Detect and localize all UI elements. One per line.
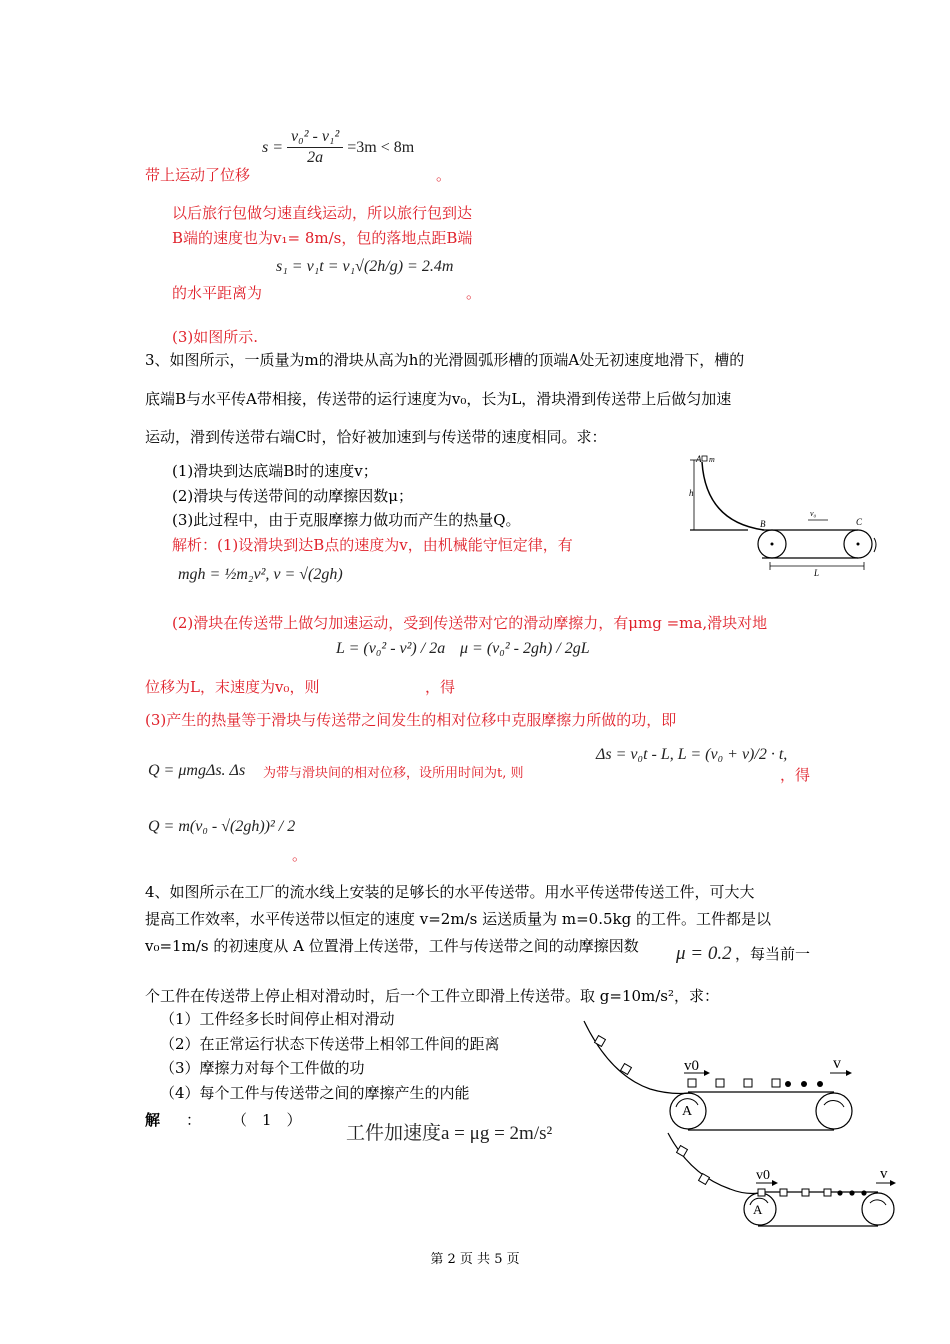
formula-heat: Q = μmgΔs. Δs: [148, 762, 246, 779]
formula-denominator: 2a: [307, 149, 324, 166]
solution-label: 解: [145, 1111, 161, 1129]
formula-rhs: =3m < 8m: [347, 138, 415, 156]
question-3-line: 运动，滑到传送带右端C时，恰好被加速到与传送带的速度相同。求：: [145, 428, 607, 446]
label-a: A: [682, 1104, 693, 1119]
answer-word: ，得: [780, 766, 811, 784]
answer-word: ，得: [425, 678, 456, 696]
formula-horizontal-distance: s₁ = v₁t = v₁√(2h/g) = 2.4m: [276, 258, 454, 275]
sub-question: （3）摩擦力对每个工件做的功: [160, 1059, 365, 1077]
question-4-line: v₀=1m/s 的初速度从 A 位置滑上传送带，工件与传送带之间的动摩擦因数: [145, 937, 639, 955]
question-4-line: 提高工作效率，水平传送带以恒定的速度 v=2m/s 运送质量为 m=0.5kg 的工件。工件都是以: [145, 910, 771, 928]
text-line: B端的速度也为v₁= 8m/s，包的落地点距B端: [172, 229, 473, 247]
formula-relative-displacement: Δs = v₀t - L, L = (v₀ + v)/2 · t,: [596, 746, 788, 763]
page-footer: 第 2 页 共 5 页: [430, 1252, 520, 1267]
label-h: h: [689, 488, 694, 498]
answer-line: (2)滑块在传送带上做匀加速运动，受到传送带对它的滑动摩擦力，有μmg =ma,滑块对地: [172, 614, 768, 632]
part-number: （ 1 ）: [232, 1111, 302, 1129]
formula-mu-value: μ = 0.2: [676, 943, 732, 964]
period: 。: [466, 284, 482, 302]
formula-energy: mgh = ½m₂v², v = √(2gh): [178, 566, 343, 583]
answer-line: (3)产生的热量等于滑块与传送带之间发生的相对位移中克服摩擦力所做的功，即: [145, 711, 677, 729]
label-v0: v0: [756, 1168, 770, 1183]
formula-heat-result: Q = m(v₀ - √(2gh))² / 2: [148, 818, 296, 835]
text-line: 带上运动了位移: [145, 166, 251, 184]
label-b: B: [760, 519, 766, 529]
formula-acceleration: 工件加速度a = μg = 2m/s²: [346, 1123, 553, 1144]
label-v: v: [833, 1055, 841, 1072]
sub-question: （1）工件经多长时间停止相对滑动: [160, 1010, 395, 1028]
label-a: A: [696, 454, 702, 464]
formula-length: L = (v₀² - v²) / 2a: [336, 640, 446, 657]
question-3-line: 3、如图所示，一质量为m的滑块从高为h的光滑圆弧形槽的顶端A处无初速度地滑下，槽的: [145, 351, 745, 369]
figure-slide-conveyor: [688, 452, 890, 578]
formula-fraction: [287, 128, 343, 167]
sub-question: （2）在正常运行状态下传送带上相邻工件间的距离: [160, 1035, 500, 1053]
period: 。: [292, 846, 308, 864]
text-line: 的水平距离为: [172, 284, 263, 302]
answer-line: 解析：(1)设滑块到达B点的速度为v，由机械能守恒定律，有: [172, 536, 573, 554]
label-c: C: [856, 517, 863, 527]
answer-line: 位移为L，末速度为v₀，则: [145, 678, 320, 696]
answer-line: 为带与滑块间的相对位移，设所用时间为t, 则: [263, 766, 524, 781]
sub-question: (3)此过程中，由于克服摩擦力做功而产生的热量Q。: [172, 511, 521, 529]
label-l: L: [814, 568, 820, 578]
label-v0: v₀: [810, 509, 817, 518]
sub-question: （4）每个工件与传送带之间的摩擦产生的内能: [160, 1084, 470, 1102]
label-v0: v0: [684, 1058, 699, 1074]
question-4-line: 个工件在传送带上停止相对滑动时，后一个工件立即滑上传送带。取 g=10m/s²，求：: [145, 987, 720, 1005]
formula-displacement: [262, 128, 414, 167]
figure-factory-conveyor: [580, 1015, 910, 1255]
colon: ：: [186, 1111, 202, 1129]
label-a: A: [753, 1202, 763, 1217]
text-line: 以后旅行包做匀速直线运动，所以旅行包到达: [172, 204, 473, 222]
label-v: v: [880, 1166, 888, 1182]
formula-lhs: s =: [262, 138, 284, 156]
label-m: m: [709, 455, 715, 464]
text-line: (3)如图所示.: [172, 328, 259, 346]
question-3-line: 底端B与水平传A带相接，传送带的运行速度为v₀，长为L，滑块滑到传送带上后做匀加速: [145, 390, 732, 408]
question-4-line: 4、如图所示在工厂的流水线上安装的足够长的水平传送带。用水平传送带传送工件，可大大: [145, 883, 755, 901]
question-4-line: ，每当前一: [735, 945, 811, 963]
period: 。: [436, 166, 452, 184]
sub-question: (2)滑块与传送带间的动摩擦因数μ；: [172, 487, 413, 505]
formula-numerator: v₀² - v₁²: [287, 128, 343, 148]
formula-mu: μ = (v₀² - 2gh) / 2gL: [460, 640, 590, 657]
sub-question: (1)滑块到达底端B时的速度v；: [172, 462, 378, 480]
